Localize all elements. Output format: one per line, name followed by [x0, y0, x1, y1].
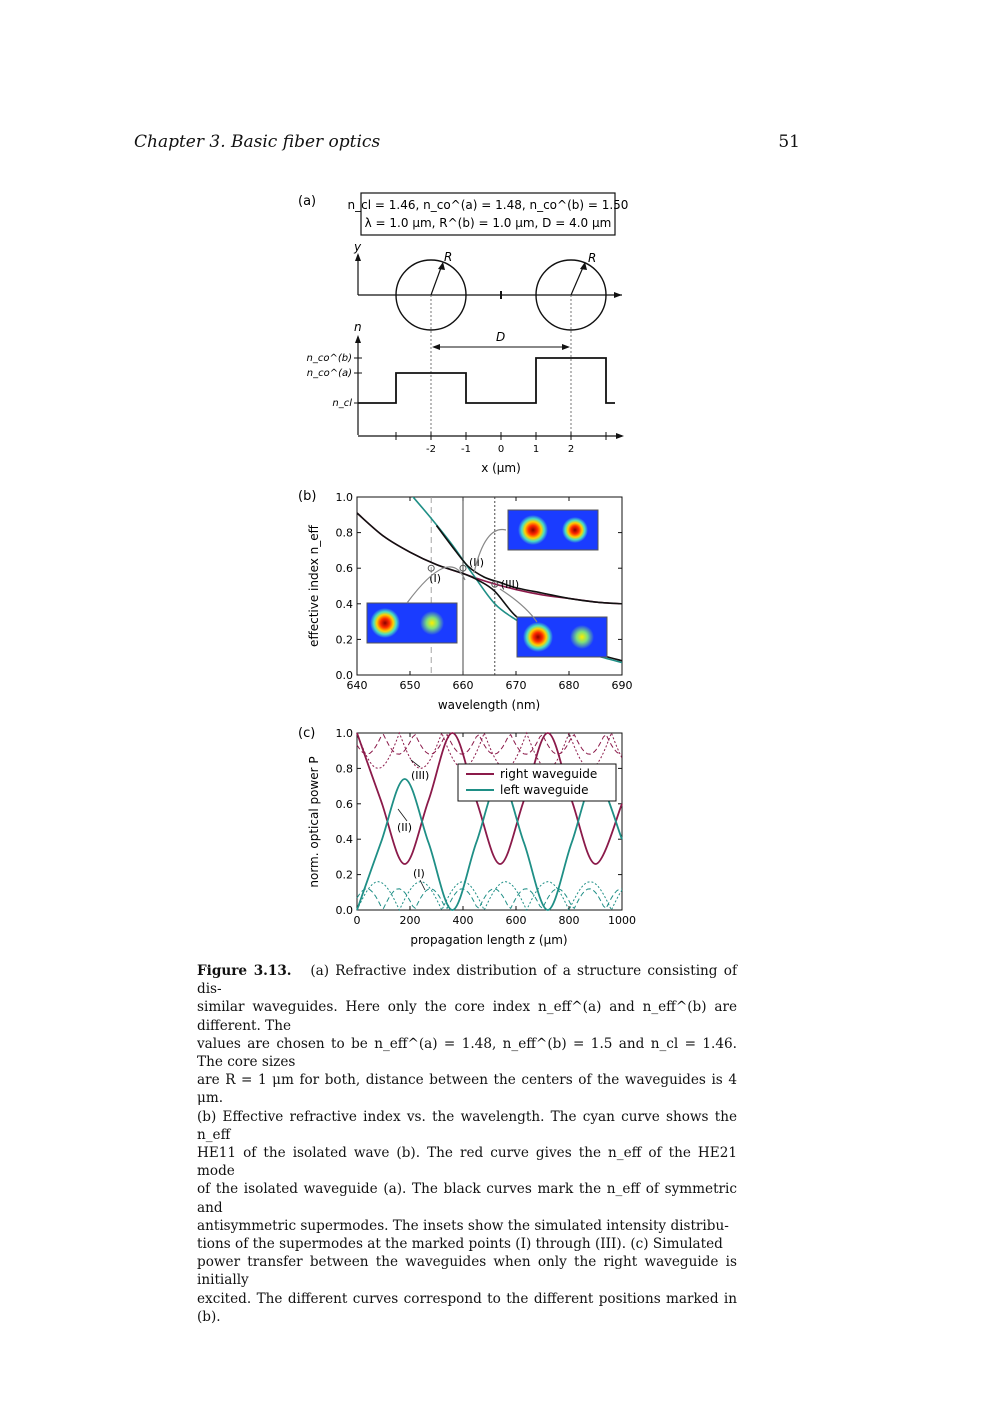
y-axis-label: y: [354, 240, 362, 254]
caption-line: antisymmetric supermodes. The insets show the simulated intensity distribu-: [197, 1217, 729, 1234]
mode-intensity: [523, 622, 553, 652]
page-header: [134, 132, 800, 156]
caption-text: (a) Refractive index distribution of a structure consisting of dis-: [197, 963, 737, 998]
radius-label-a: R: [444, 250, 453, 264]
panel-a-label: (a): [298, 194, 317, 209]
inset-mode-I: [367, 603, 457, 643]
y-tick-label: 1.0: [335, 491, 353, 504]
x-axis-bottom-arrow: [616, 433, 624, 439]
x-tick-label: 400: [452, 914, 474, 927]
parameter-line-1: n_cl = 1.46, n_co^(a) = 1.48, n_co^(b) = 1.50: [347, 198, 629, 212]
y-tick-label: 0.2: [335, 633, 353, 647]
plot-b-ylabel: effective index n_eff: [307, 525, 321, 647]
x-tick-label: 670: [505, 679, 527, 692]
figure-label: Figure 3.13.: [197, 963, 292, 979]
y-tick-label: 0.0: [335, 904, 353, 917]
parameter-line-2: λ = 1.0 μm, R^(b) = 1.0 μm, D = 4.0 μm: [364, 216, 612, 230]
caption-line: [197, 962, 737, 998]
x-tick-label: 600: [505, 914, 527, 927]
distance-label: D: [496, 330, 506, 344]
x-tick-label: 1: [532, 444, 540, 455]
x-tick-label: 640: [346, 679, 368, 692]
figure-caption: [197, 962, 737, 1326]
x-tick-label: 680: [558, 679, 580, 692]
annotation-II: (II): [397, 821, 413, 834]
n-axis-label: n: [354, 320, 362, 334]
x-tick-label: 200: [399, 914, 421, 927]
caption-line: of the isolated waveguide (a). The black curves mark the n_eff of symmetric and: [197, 1181, 737, 1216]
panel-c-label: (c): [298, 726, 316, 741]
x-tick-label: 0: [353, 914, 361, 927]
radius-arrow-a: [431, 265, 442, 295]
distance-arrow-right: [562, 344, 570, 350]
caption-line: excited. The different curves correspond to the different positions marked in (b).: [197, 1290, 737, 1325]
mode-intensity: [420, 611, 444, 635]
inset-mode-II: [508, 510, 598, 550]
figure-3-13: [290, 185, 650, 955]
y-axis-arrow: [355, 253, 361, 261]
level-label-a: n_co^(a): [306, 368, 352, 379]
caption-line: similar waveguides. Here only the core index n_eff^(a) and n_eff^(b) are different. The: [197, 999, 737, 1034]
mode-intensity: [518, 515, 548, 545]
operating-point-label: (III): [500, 578, 520, 592]
caption-line: values are chosen to be n_eff^(a) = 1.48, n_eff^(b) = 1.5 and n_cl = 1.46. The core sizes: [197, 1035, 737, 1071]
y-tick-label: 0.2: [335, 868, 353, 882]
x-tick-label: 1000: [608, 914, 636, 927]
x-tick-label: 800: [558, 914, 580, 927]
plot-b-xlabel: wavelength (nm): [437, 698, 541, 712]
distance-arrow-left: [432, 344, 440, 350]
operating-point-label: (I): [429, 572, 442, 586]
legend-label-left: left waveguide: [500, 783, 589, 797]
y-tick-label: 0.0: [335, 669, 353, 682]
radius-label-b: R: [588, 251, 597, 265]
figure-svg: [290, 185, 650, 955]
n-axis-arrow: [355, 335, 361, 343]
level-label-b: n_co^(b): [306, 353, 352, 364]
panel-b: [298, 489, 633, 712]
mode-intensity: [570, 625, 594, 649]
y-tick-label: 1.0: [335, 727, 353, 740]
annotation-I: (I): [413, 867, 425, 880]
operating-point-label: (II): [469, 556, 485, 570]
x-tick-label: -2: [426, 444, 436, 455]
x-tick-label: -1: [461, 444, 471, 455]
caption-line: tions of the supermodes at the marked points (I) through (III). (c) Simulated: [197, 1236, 723, 1253]
caption-line: (b) Effective refractive index vs. the wavelength. The cyan curve shows the n_eff: [197, 1108, 737, 1143]
annotation-III: (III): [411, 769, 430, 782]
caption-line: are R = 1 μm for both, distance between the centers of the waveguides is 4 μm.: [197, 1072, 737, 1107]
panel-c: [298, 726, 636, 947]
page-number: 51: [778, 132, 800, 152]
x-axis-label-a: x (μm): [481, 461, 521, 475]
x-tick-label: 0: [497, 444, 505, 455]
x-tick-label: 2: [567, 444, 575, 455]
x-tick-label: 650: [399, 679, 421, 692]
index-profile-line: [358, 358, 615, 403]
y-tick-label: 0.4: [335, 597, 353, 611]
radius-arrow-b: [571, 265, 584, 295]
y-tick-label: 0.8: [335, 526, 353, 540]
mode-intensity: [370, 608, 400, 638]
y-tick-label: 0.8: [335, 762, 353, 776]
x-tick-label: 660: [452, 679, 474, 692]
caption-line: HE11 of the isolated wave (b). The red curve gives the n_eff of the HE21 mode: [197, 1145, 737, 1180]
caption-line: power transfer between the waveguides when only the right waveguide is initially: [197, 1254, 737, 1289]
legend-label-right: right waveguide: [500, 767, 598, 781]
x-tick-label: 690: [611, 679, 633, 692]
mode-intensity: [562, 517, 588, 543]
panel-b-label: (b): [298, 489, 317, 504]
x-axis-top-arrow: [614, 292, 622, 298]
y-tick-label: 0.6: [335, 797, 353, 811]
plot-c-xlabel: propagation length z (μm): [410, 933, 568, 947]
chapter-title: Chapter 3. Basic fiber optics: [134, 132, 381, 152]
plot-c-ylabel: norm. optical power P: [307, 756, 321, 888]
y-tick-label: 0.4: [335, 833, 353, 847]
inset-mode-III: [517, 617, 607, 657]
y-tick-label: 0.6: [335, 562, 353, 576]
panel-a: [298, 193, 628, 475]
level-label-cl: n_cl: [332, 398, 352, 409]
